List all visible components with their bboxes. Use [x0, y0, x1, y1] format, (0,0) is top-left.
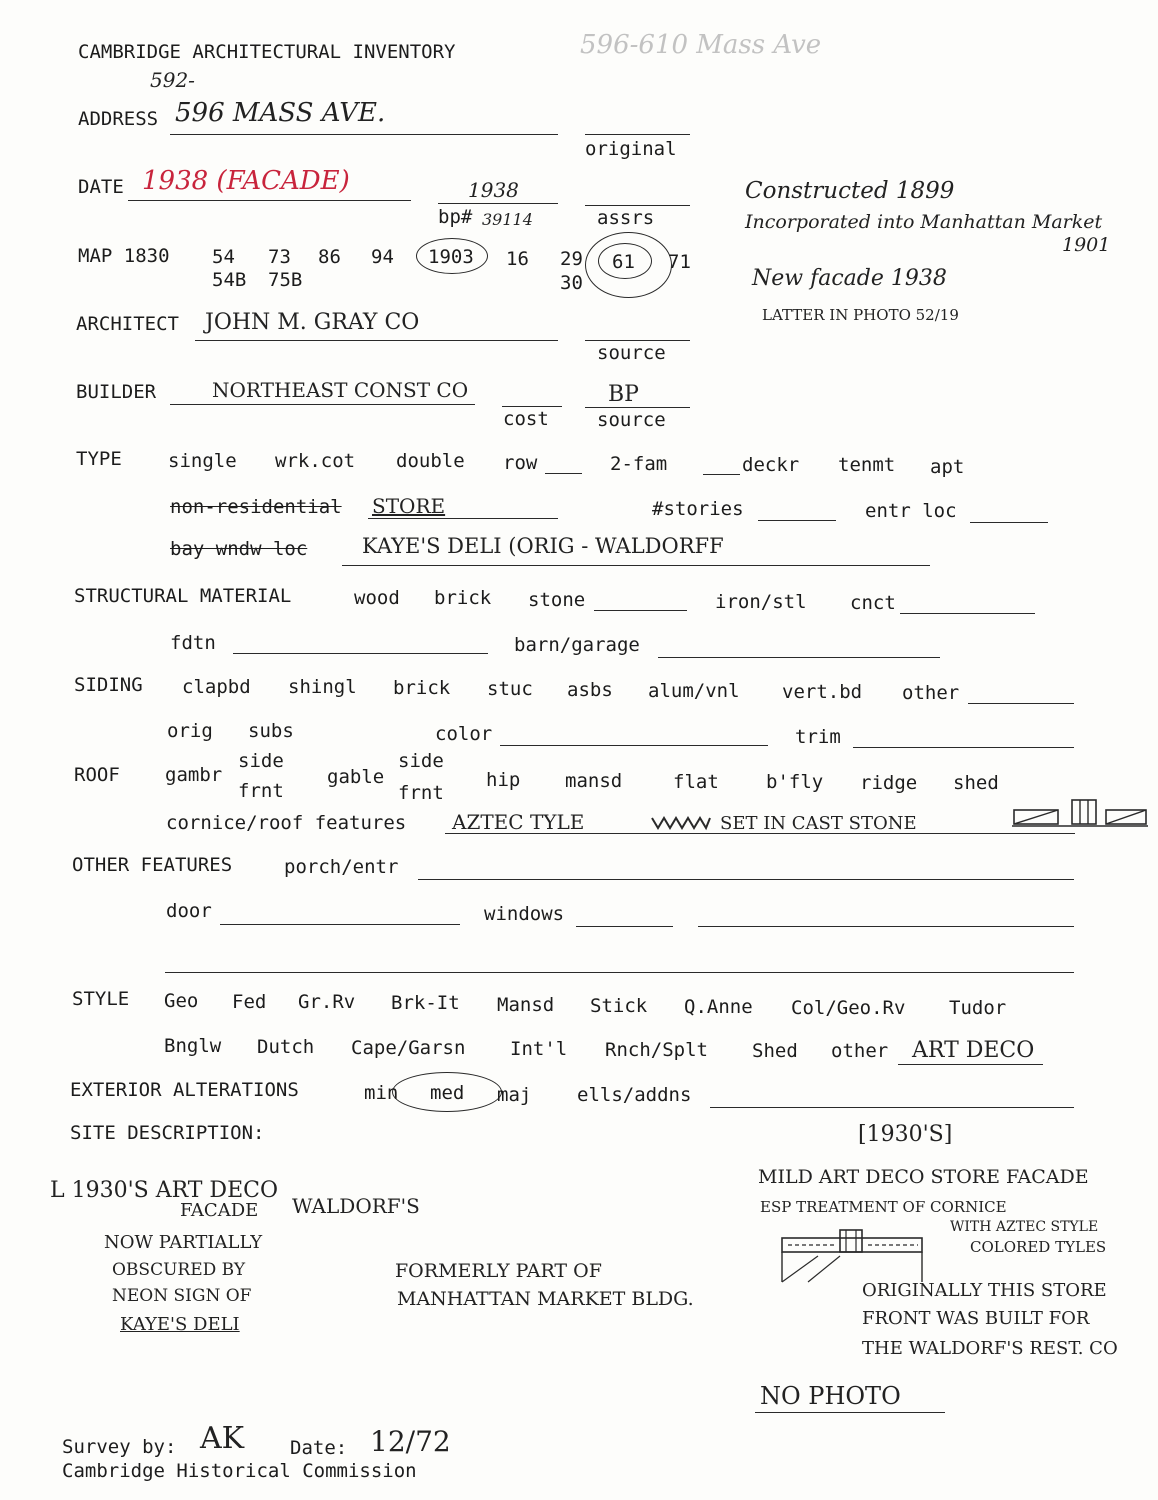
siding-trim-label: trim [795, 726, 841, 748]
style-other-line [898, 1064, 1043, 1065]
style-qanne: Q.Anne [684, 996, 753, 1018]
siding-subs: subs [248, 720, 294, 742]
exterior-med-circle [392, 1072, 502, 1112]
assrs-label: assrs [597, 207, 655, 229]
site-right-2: MILD ART DECO STORE FACADE [758, 1166, 1089, 1188]
note-incorporated-year: 1901 [1062, 234, 1111, 256]
style-bnglw: Bnglw [164, 1035, 222, 1057]
entr-loc-line [970, 522, 1048, 523]
date-label: DATE [78, 176, 124, 198]
entr-loc-label: entr loc [865, 500, 957, 522]
survey-date-label: Date: [290, 1437, 348, 1459]
map-71: 71 [668, 251, 691, 273]
site-right-6: ORIGINALLY THIS STORE [862, 1280, 1107, 1301]
address-line [170, 134, 558, 135]
map-16: 16 [506, 248, 529, 270]
exterior-ells-line [710, 1107, 1074, 1108]
cornice-line [445, 833, 1075, 834]
map-1903-circle [416, 238, 488, 274]
original-line [585, 134, 690, 135]
type-deckr: deckr [742, 454, 800, 476]
structural-cnct: cnct [850, 592, 896, 614]
cost-label: cost [503, 408, 549, 430]
structural-stone: stone [528, 589, 586, 611]
style-rnch: Rnch/Splt [605, 1039, 708, 1061]
siding-asbs: asbs [567, 679, 613, 701]
type-apt: apt [930, 456, 965, 478]
siding-alum: alum/vnl [648, 680, 740, 702]
map-61-outer-circle [585, 232, 672, 298]
survey-date-value[interactable]: 12/72 [370, 1425, 451, 1458]
architect-value[interactable]: JOHN M. GRAY CO [205, 310, 420, 335]
note-new-facade: New facade 1938 [752, 266, 947, 291]
map-94: 94 [371, 246, 394, 268]
roof-ridge: ridge [860, 772, 918, 794]
siding-other: other [902, 682, 960, 704]
siding-trim-line [853, 747, 1074, 748]
site-center-1: FORMERLY PART OF [395, 1260, 602, 1282]
style-intl: Int'l [510, 1038, 568, 1060]
roof-gambr: gambr [165, 764, 223, 786]
type-double: double [396, 450, 465, 472]
site-label: SITE DESCRIPTION: [70, 1122, 265, 1144]
cornice-value[interactable]: AZTEC TYLE [452, 810, 585, 834]
style-fed: Fed [232, 991, 267, 1013]
other-features-label: OTHER FEATURES [72, 854, 233, 876]
exterior-ells: ells/addns [577, 1084, 692, 1106]
roof-bfly: b'fly [766, 771, 824, 793]
roof-label: ROOF [74, 764, 120, 786]
site-right-5: COLORED TYLES [970, 1238, 1107, 1256]
windows-line-2 [698, 926, 1074, 927]
fdtn-line [233, 653, 488, 654]
map-54b: 54B [212, 269, 247, 291]
site-right-8: THE WALDORF'S REST. CO [862, 1338, 1118, 1359]
survey-value[interactable]: AK [200, 1421, 245, 1456]
architect-source-label: source [597, 342, 666, 364]
map-30: 30 [560, 272, 583, 294]
builder-line [170, 404, 475, 405]
door-label: door [166, 900, 212, 922]
bp-value[interactable]: 39114 [482, 210, 533, 229]
windows-label: windows [484, 903, 565, 925]
siding-color-line [500, 745, 768, 746]
roof-gable-side: side [398, 750, 444, 772]
siding-shingl: shingl [288, 676, 357, 698]
style-dutch: Dutch [257, 1036, 315, 1058]
site-left-2: FACADE [180, 1200, 259, 1221]
site-left-1: L 1930'S ART DECO [50, 1178, 279, 1203]
style-cape: Cape/Garsn [351, 1037, 466, 1059]
map-label: MAP 1830 [78, 245, 170, 267]
site-left-4: NOW PARTIALLY [104, 1232, 263, 1253]
non-residential-label: non-residential [170, 496, 342, 518]
other-features-line [165, 972, 1074, 973]
roof-hip: hip [486, 769, 521, 791]
siding-stuc: stuc [487, 678, 533, 700]
deckr-line [703, 474, 740, 475]
bp-year[interactable]: 1938 [468, 178, 519, 202]
style-brkit: Brk-It [391, 992, 460, 1014]
roof-flat: flat [673, 771, 719, 793]
builder-source-label: source [597, 409, 666, 431]
assrs-line [585, 205, 690, 206]
site-right-3: ESP TREATMENT OF CORNICE [760, 1198, 1007, 1216]
type-wrk-cot: wrk.cot [275, 450, 356, 472]
siding-orig: orig [167, 720, 213, 742]
no-photo-note: NO PHOTO [760, 1382, 901, 1410]
stories-line [758, 520, 836, 521]
address-value[interactable]: 596 MASS AVE. [175, 98, 386, 128]
corner-note: 596-610 Mass Ave [580, 30, 822, 60]
bay-wndw-loc-label: bay wndw loc [170, 538, 308, 560]
no-photo-underline [755, 1412, 945, 1413]
stone-line [594, 610, 687, 611]
style-other-label: other [831, 1040, 889, 1062]
style-geo: Geo [164, 990, 199, 1012]
note-latter-photo: LATTER IN PHOTO 52/19 [762, 306, 959, 324]
address-annotation: 592- [150, 68, 195, 92]
bay-value[interactable]: KAYE'S DELI (ORIG - WALDORFF [362, 534, 724, 558]
exterior-label: EXTERIOR ALTERATIONS [70, 1079, 299, 1101]
cost-line [502, 406, 562, 407]
architect-source-line [585, 340, 690, 341]
porch-line [418, 879, 1074, 880]
roof-gambr-side: side [238, 750, 284, 772]
exterior-min: min [364, 1082, 399, 1104]
style-shed: Shed [752, 1040, 798, 1062]
type-row: row [503, 452, 538, 474]
structural-label: STRUCTURAL MATERIAL [74, 585, 292, 607]
type-2fam: 2-fam [610, 453, 668, 475]
date-value[interactable]: 1938 (FACADE) [142, 166, 350, 196]
commission-name: Cambridge Historical Commission [62, 1460, 417, 1482]
site-left-7: KAYE'S DELI [120, 1314, 240, 1335]
map-61: 61 [612, 251, 635, 273]
site-left-5: OBSCURED BY [112, 1260, 246, 1280]
builder-value[interactable]: NORTHEAST CONST CO [212, 378, 469, 402]
siding-vert: vert.bd [782, 681, 863, 703]
siding-clapbd: clapbd [182, 676, 251, 698]
site-left-3: WALDORF'S [292, 1194, 420, 1218]
note-incorporated: Incorporated into Manhattan Market [745, 211, 1103, 233]
exterior-med: med [430, 1082, 465, 1104]
builder-label: BUILDER [76, 381, 157, 403]
date-line [128, 200, 411, 201]
bay-line [342, 565, 930, 566]
map-1903: 1903 [428, 246, 474, 268]
siding-brick: brick [393, 677, 451, 699]
structural-brick: brick [434, 587, 492, 609]
original-label: original [585, 138, 677, 160]
non-residential-value[interactable]: STORE [372, 494, 446, 518]
cornice-sketch [1010, 796, 1150, 832]
style-other-value[interactable]: ART DECO [912, 1038, 1035, 1063]
door-line [220, 924, 460, 925]
site-right-7: FRONT WAS BUILT FOR [862, 1308, 1090, 1329]
structural-iron: iron/stl [715, 591, 807, 613]
fdtn-label: fdtn [170, 632, 216, 654]
cnct-line [900, 613, 1035, 614]
bp-label: bp# [438, 206, 473, 228]
note-constructed: Constructed 1899 [745, 178, 955, 204]
style-stick: Stick [590, 995, 648, 1017]
type-label: TYPE [76, 448, 122, 470]
structural-wood: wood [354, 587, 400, 609]
builder-source-value[interactable]: BP [608, 382, 639, 407]
site-left-6: NEON SIGN OF [112, 1286, 252, 1306]
architect-label: ARCHITECT [76, 313, 179, 335]
cornice-value2[interactable]: SET IN CAST STONE [720, 813, 917, 834]
exterior-maj: maj [497, 1084, 532, 1106]
type-tenmt: tenmt [838, 454, 896, 476]
map-54: 54 [212, 246, 235, 268]
site-right-1: [1930'S] [858, 1122, 953, 1147]
roof-shed: shed [953, 772, 999, 794]
map-73: 73 [268, 246, 291, 268]
roof-gable-frnt: frnt [398, 782, 444, 804]
style-tudor: Tudor [949, 997, 1007, 1019]
porch-label: porch/entr [284, 856, 399, 878]
barn-line [658, 657, 940, 658]
builder-source-line [585, 407, 690, 408]
siding-label: SIDING [74, 674, 143, 696]
siding-color-label: color [435, 723, 493, 745]
form-title: CAMBRIDGE ARCHITECTURAL INVENTORY [78, 41, 456, 63]
survey-label: Survey by: [62, 1436, 177, 1458]
map-75b: 75B [268, 269, 303, 291]
non-residential-line [368, 518, 558, 519]
siding-other-line [968, 703, 1074, 704]
style-colgeo: Col/Geo.Rv [791, 997, 906, 1019]
roof-mansd: mansd [565, 770, 623, 792]
type-single: single [168, 450, 237, 472]
site-right-4: WITH AZTEC STYLE [950, 1219, 1099, 1235]
roof-gable: gable [327, 766, 385, 788]
row-line [545, 473, 582, 474]
map-29: 29 [560, 248, 583, 270]
site-center-2: MANHATTAN MARKET BLDG. [397, 1288, 694, 1310]
style-label: STYLE [72, 988, 130, 1010]
bp-line [438, 203, 558, 204]
barn-label: barn/garage [514, 634, 640, 656]
style-mansd: Mansd [497, 994, 555, 1016]
windows-line-1 [576, 926, 673, 927]
storefront-sketch [778, 1226, 928, 1284]
address-label: ADDRESS [78, 108, 159, 130]
cornice-label: cornice/roof features [166, 812, 407, 834]
style-grrv: Gr.Rv [298, 991, 356, 1013]
roof-gambr-frnt: frnt [238, 780, 284, 802]
architect-line [195, 340, 558, 341]
map-86: 86 [318, 246, 341, 268]
stories-label: #stories [652, 498, 744, 520]
